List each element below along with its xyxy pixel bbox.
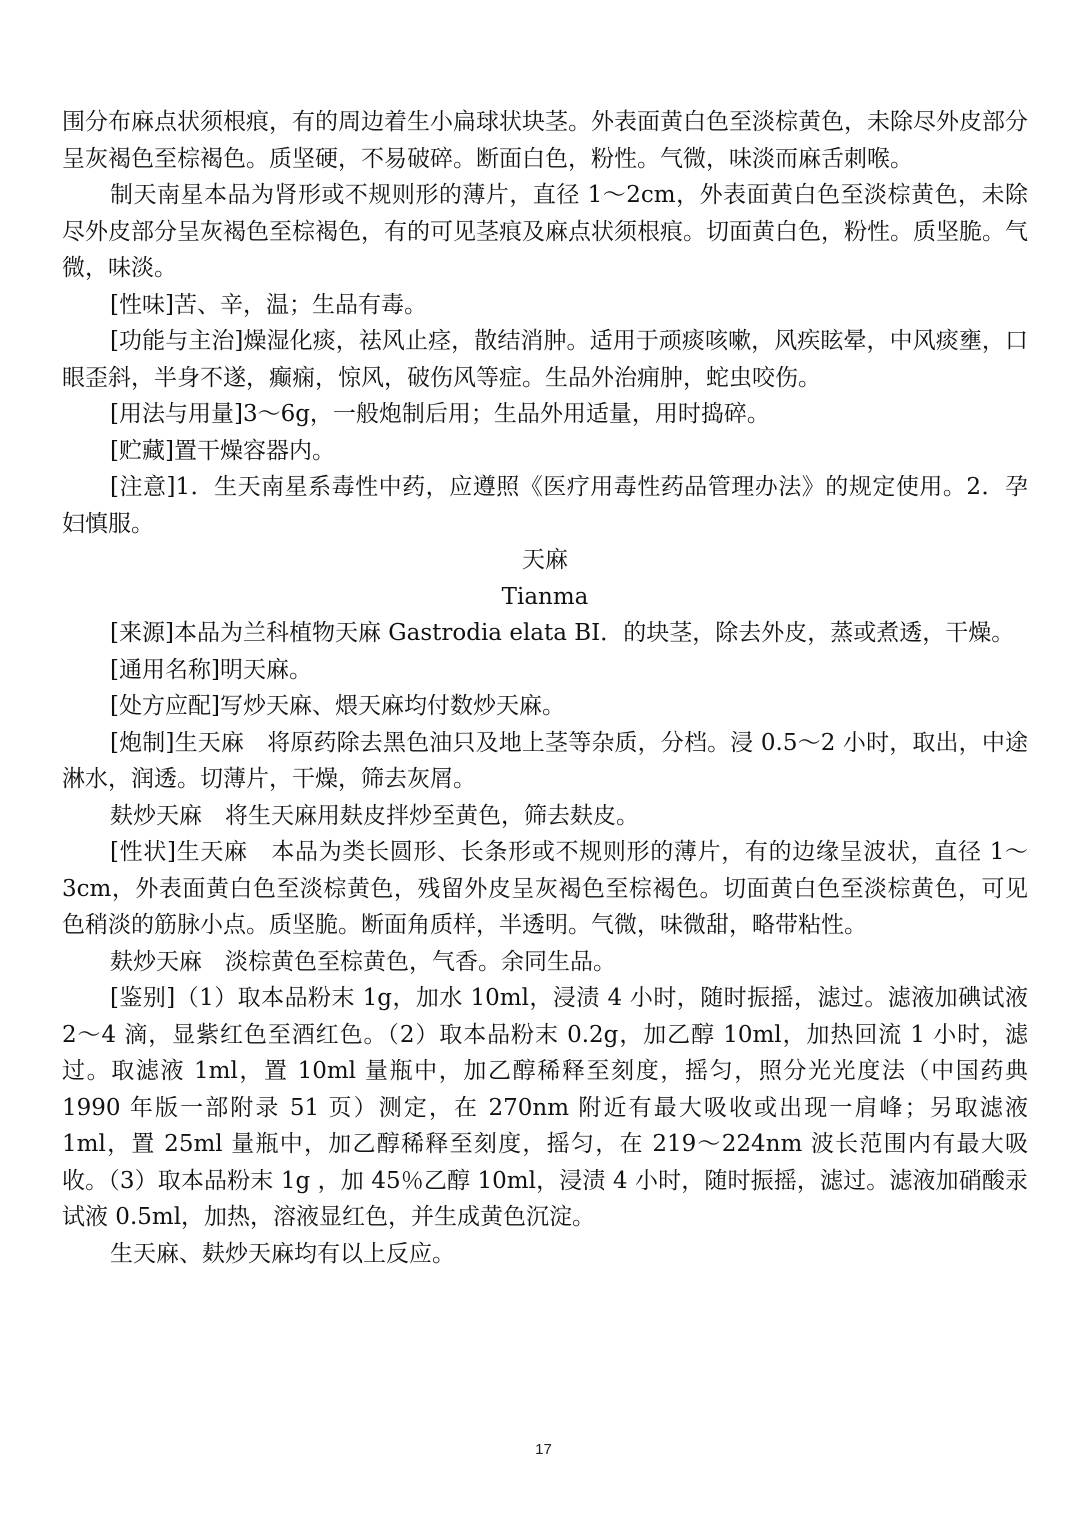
page-number: 17: [535, 1441, 552, 1458]
paragraph: [注意]1．生天南星系毒性中药，应遵照《医疗用毒性药品管理办法》的规定使用。2．孕妇慎服。: [62, 474, 1028, 537]
paragraph: 生天麻、麸炒天麻均有以上反应。: [110, 1240, 455, 1267]
paragraph: 麸炒天麻 淡棕黄色至棕黄色，气香。余同生品。: [110, 948, 616, 975]
section-title: 天麻: [522, 547, 568, 573]
paragraph: 制天南星本品为肾形或不规则形的薄片，直径 1～2cm，外表面黄白色至淡棕黄色，未除尽外皮部分呈灰褐色至棕褐色，有的可见茎痕及麻点状须根痕。切面黄白色，粉性。质坚脆。气微，味淡。: [62, 182, 1028, 281]
paragraph: [性味]苦、辛，温；生品有毒。: [110, 291, 427, 318]
paragraph: [功能与主治]燥湿化痰，祛风止痉，散结消肿。适用于顽痰咳嗽，风疾眩晕，中风痰壅，口眼歪斜，半身不遂，癫痫，惊风，破伤风等症。生品外治痈肿，蛇虫咬伤。: [62, 328, 1028, 391]
paragraph: [处方应配]写炒天麻、煨天麻均付数炒天麻。: [110, 693, 565, 719]
paragraph: [通用名称]明天麻。: [110, 656, 312, 683]
section-subtitle: Tianma: [501, 583, 589, 610]
paragraph: [贮藏]置干燥容器内。: [110, 437, 335, 464]
paragraph: [性状]生天麻 本品为类长圆形、长条形或不规则形的薄片，有的边缘呈波状，直径 1～3cm，外表面黄白色至淡棕黄色，残留外皮呈灰褐色至棕褐色。切面黄白色至淡棕黄色，可见色稍淡的筋脉小点。质坚脆。断面角质样，半透明。气微，味微甜，略带粘性。: [62, 839, 1028, 938]
body-text: [62, 104, 1028, 1272]
paragraph: [炮制]生天麻 将原药除去黑色油只及地上茎等杂质，分档。浸 0.5～2 小时，取出，中途淋水，润透。切薄片，干燥，筛去灰屑。: [62, 729, 1028, 792]
paragraph: [用法与用量]3～6g，一般炮制后用；生品外用适量，用时捣碎。: [110, 401, 770, 427]
paragraph: [鉴别]（1）取本品粉末 1g，加水 10ml，浸渍 4 小时，随时振摇，滤过。滤液加碘试液 2～4 滴，显紫红色至酒红色。（2）取本品粉末 0.2g，加乙醇 10ml，加热回流 1 小时，滤过。取滤液 1ml，置 10ml 量瓶中，加乙醇稀释至刻度，摇匀，照分光光度法（中国药典 1990 年版一部附录 51 页）测定，在 270nm 附近有最大吸收或出现一肩峰；另取滤液 1ml，置 25ml 量瓶中，加乙醇稀释至刻度，摇匀，在 219～224nm 波长范围内有最大吸收。（3）取本品粉末 1g ，加 45％乙醇 10ml，浸渍 4 小时，随时振摇，滤过。滤液加硝酸汞试液 0.5ml，加热，溶液显红色，并生成黄色沉淀。: [62, 985, 1028, 1230]
paragraph: 麸炒天麻 将生天麻用麸皮拌炒至黄色，筛去麸皮。: [110, 802, 639, 829]
paragraph: 围分布麻点状须根痕，有的周边着生小扁球状块茎。外表面黄白色至淡棕黄色，未除尽外皮部分呈灰褐色至棕褐色。质坚硬，不易破碎。断面白色，粉性。气微，味淡而麻舌刺喉。: [62, 109, 1028, 172]
paragraph: [来源]本品为兰科植物天麻 Gastrodia elata BI．的块茎，除去外皮，蒸或煮透，干燥。: [110, 620, 1015, 646]
